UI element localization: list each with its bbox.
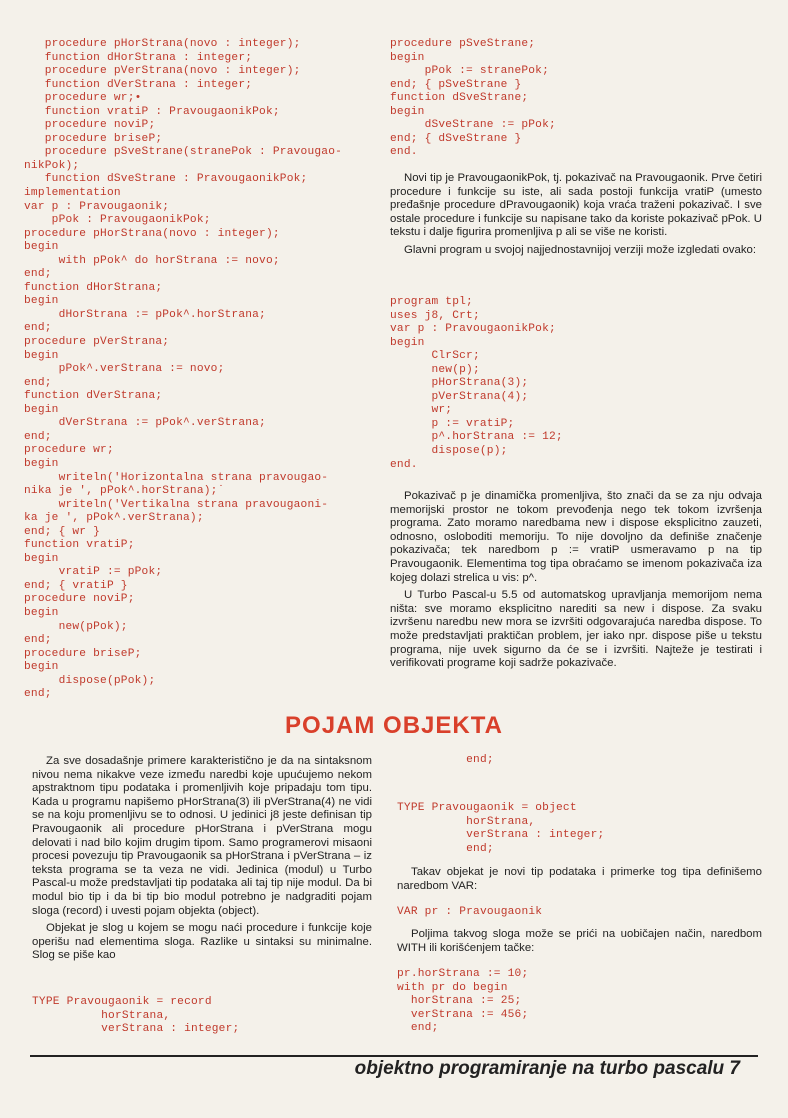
paragraph: Novi tip je PravougaonikPok, tj. pokazivač na Pravougaonik. Prve četiri procedure i funkcije su iste, ali sada postoji funkcija vratiP (umesto pređašnje procedure dPravougaonik) koja vraća traženi pokazivač. I sve ostale procedure i funkcije su napisane tako da koriste pokazivač pPok. U tekstu i dalje figurira promenljiva p ali se više ne koristi. bbox=[390, 172, 762, 239]
paragraph: Poljima takvog sloga može se prići na uobičajen način, naredbom WITH ili korišćenjem tačke: bbox=[397, 928, 762, 954]
bottom-left-prose bbox=[32, 755, 372, 967]
paragraph: U Turbo Pascal-u 5.5 od automatskog upravljanja memorijom nema ništa: sve moramo eksplicitno narediti sa new i dispose. Za svaku izvršenu naredbu new mora se izvršiti odgovarajuća naredba dispose. To može predstavljati praktičan problem, jer iako npr. dispose piše u tekstu programa, nije uvek sigurno da će se i izvršiti. Najteže je testirati i verifikovati programe koji sadrže pokazivače. bbox=[390, 589, 762, 670]
bottom-right-code-3: VAR pr : Pravougaonik bbox=[397, 906, 543, 918]
right-code-listing-mid: program tpl; uses j8, Crt; var p : PravougaonikPok; begin ClrScr; new(p); pHorStrana(3); pVerStrana(4); wr; p := vratiP; p^.horStrana := 12; dispose(p); end. bbox=[390, 296, 563, 471]
paragraph: Za sve dosadašnje primere karakteristično je da na sintaksnom nivou nema nikakve veze između naredbi koje upućujemo nekom apstraktnom tipu podataka i promenljivih koje pripadaju tom tipu. Kada u programu napišemo pHorStrana(3) ili pVerStrana(4) ne vidi se na koju promenljivu se to odnosi. U jedinici j8 jeste definisan tip Pravougaonik ali procedure pHorStrana i pVerStrana mogu delovati i nad bilo kojim drugim tipom. Samo programerovi misaoni procesi povezuju tip Pravougaonik sa pHorStrana i pVerStrana – iz teksta programa se ta veza ne vidi. Jedinica (modul) u Turbo Pascal-u može predstavljati tip podataka ali taj tip nije modul. Da bi modul bio tip i da bi tip bio modul potrebno je nadgraditi pojam sloga (record) i uvesti pojam objekta (object). bbox=[32, 755, 372, 917]
bottom-right-prose-1 bbox=[397, 866, 762, 897]
right-prose-2 bbox=[390, 490, 762, 675]
paragraph: Glavni program u svojoj najjednostavnijoj verziji može izgledati ovako: bbox=[404, 243, 757, 256]
bottom-right-prose-2 bbox=[397, 928, 762, 959]
footer-rule bbox=[30, 1055, 758, 1057]
bottom-right-code-1: end; bbox=[397, 754, 494, 766]
section-heading: POJAM OBJEKTA bbox=[285, 712, 503, 739]
left-code-listing: procedure pHorStrana(novo : integer); function dHorStrana : integer; procedure pVerStrana(novo : integer); function dVerStrana : integer; procedure wr;• function vratiP : PravougaonikPok; procedure noviP; procedure briseP; procedure pSveStrane(stranePok : Pravougao- nikPok); function dSveStrane : PravougaonikPok; implementation var p : Pravougaonik; pPok : PravougaonikPok; procedure pHorStrana(novo : integer); begin with pPok^ do horStrana := novo; end; function dHorStrana; begin dHorStrana := pPok^.horStrana; end; procedure pVerStrana; begin pPok^.verStrana := novo; end; function dVerStrana; begin dVerStrana := pPok^.verStrana; end; procedure wr; begin writeln('Horizontalna strana pravougao- nika je ', pPok^.horStrana);˙ writeln('Vertikalna strana pravougaoni- ka je ', pPok^.verStrana); end; { wr } function vratiP; begin vratiP := pPok; end; { vratiP } procedure noviP; begin new(pPok); end; procedure briseP; begin dispose(pPok); end; bbox=[24, 38, 343, 701]
paragraph: Takav objekat je novi tip podataka i primerke tog tipa definišemo naredbom VAR: bbox=[397, 866, 762, 892]
bottom-right-code-4: pr.horStrana := 10; with pr do begin horStrana := 25; verStrana := 456; end; bbox=[397, 968, 529, 1035]
page-footer: objektno programiranje na turbo pascalu 7 bbox=[354, 1058, 740, 1079]
bottom-left-code: TYPE Pravougaonik = record horStrana, verStrana : integer; bbox=[32, 996, 240, 1036]
bottom-right-code-2: TYPE Pravougaonik = object horStrana, verStrana : integer; end; bbox=[397, 802, 605, 855]
paragraph: Pokazivač p je dinamička promenljiva, što znači da se za nju odvaja memorijski prostor ne tokom prevođenja nego tek tokom izvršenja programa. Zato moramo naredbama new i dispose eksplicitno zauzeti, odnosno, osloboditi memoriju. To nije dovoljno da definiše značenje pokazivača; tek naredbom p := vratiP usmeravamo p na tip Pravougaonik. Elementima tog tipa obraćamo se imenom pokazivača iza kojeg dolazi strelica u vis: p^. bbox=[390, 490, 762, 584]
right-code-listing-top: procedure pSveStrane; begin pPok := stranePok; end; { pSveStrane } function dSveStrane; begin dSveStrane := pPok; end; { dSveStrane } end. bbox=[390, 38, 556, 159]
paragraph: Objekat je slog u kojem se mogu naći procedure i funkcije koje operišu nad elementima sloga. Razlike u sintaksi su minimalne. Slog se piše kao bbox=[32, 922, 372, 962]
right-prose-1 bbox=[390, 172, 762, 262]
